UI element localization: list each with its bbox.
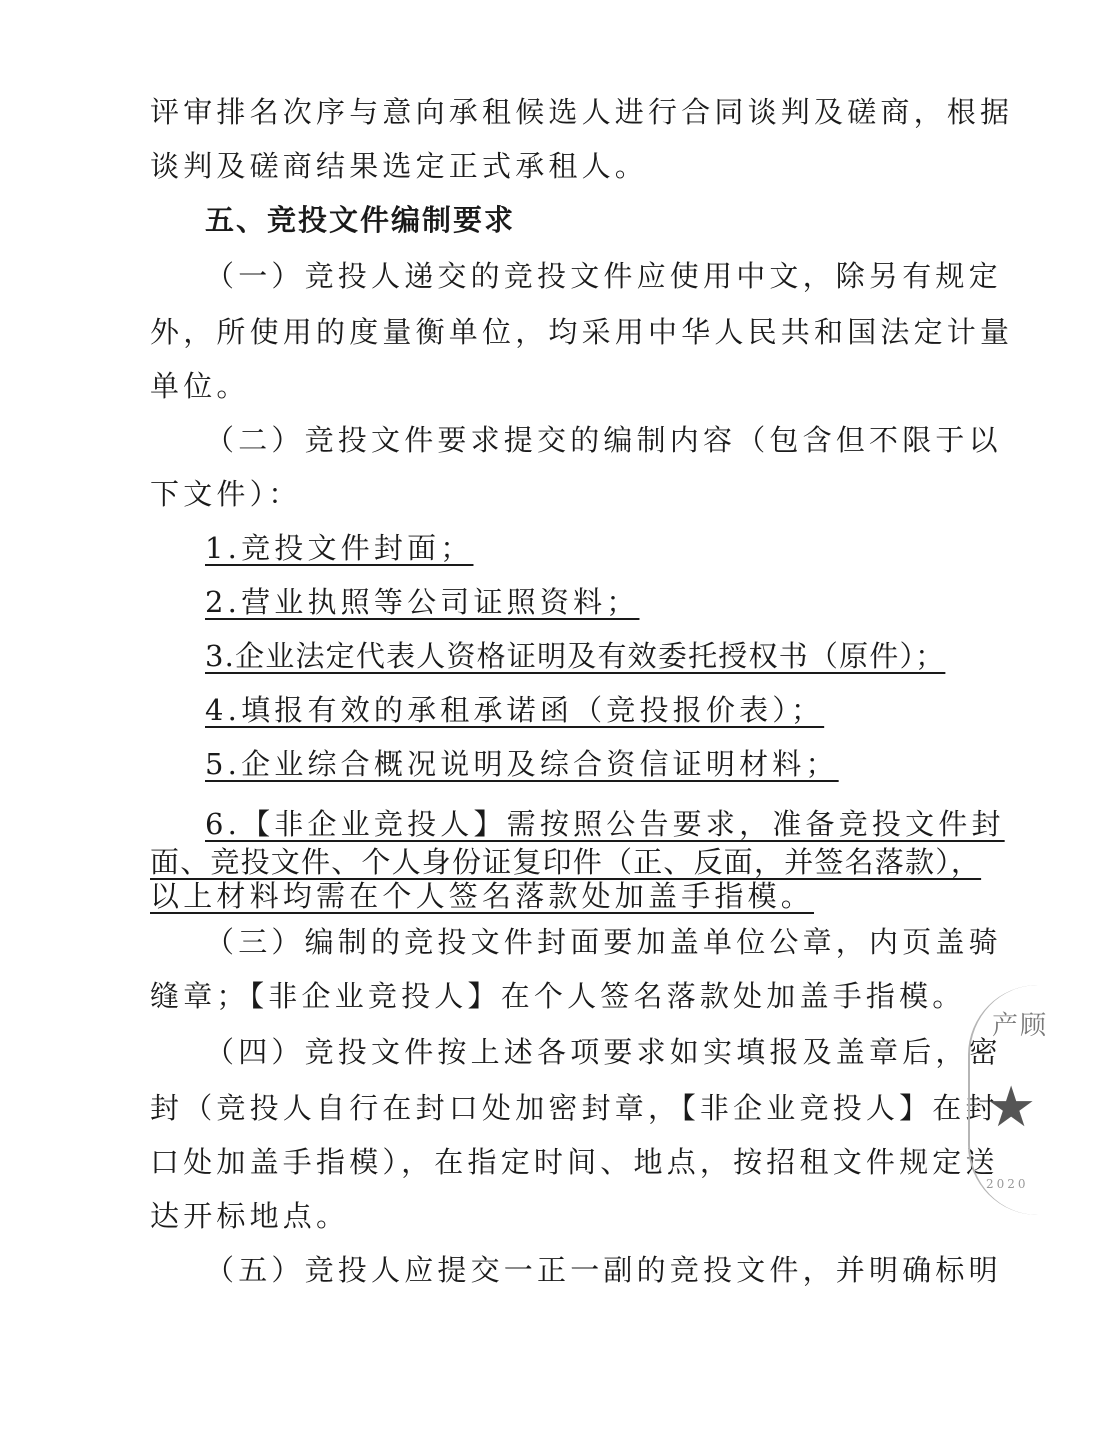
paragraph-line: （四）竞投文件按上述各项要求如实填报及盖章后，密 bbox=[205, 1035, 1002, 1069]
seal-stamp bbox=[968, 985, 1110, 1215]
paragraph-line: 封（竞投人自行在封口处加密封章，【非企业竞投人】在封 bbox=[150, 1091, 999, 1125]
paragraph-line: （三）编制的竞投文件封面要加盖单位公章，内页盖骑 bbox=[205, 925, 1002, 959]
list-item: 3.企业法定代表人资格证明及有效委托授权书（原件）； bbox=[205, 639, 946, 673]
list-item: 1.竞投文件封面； bbox=[205, 531, 474, 565]
list-item: 6.【非企业竞投人】需按照公告要求，准备竞投文件封 bbox=[205, 807, 1005, 841]
stamp-text: 产顾 bbox=[992, 1011, 1049, 1041]
paragraph-line: 评审排名次序与意向承租候选人进行合同谈判及磋商，根据 bbox=[150, 95, 1014, 129]
paragraph-line: 谈判及磋商结果选定正式承租人。 bbox=[150, 149, 649, 183]
paragraph-line: 缝章；【非企业竞投人】在个人签名落款处加盖手指模。 bbox=[150, 979, 966, 1013]
paragraph-line: 外，所使用的度量衡单位，均采用中华人民共和国法定计量 bbox=[150, 315, 1014, 349]
paragraph-line: （五）竞投人应提交一正一副的竞投文件，并明确标明 bbox=[205, 1253, 1002, 1287]
list-item: 2.营业执照等公司证照资料； bbox=[205, 585, 640, 619]
section-heading: 五、竞投文件编制要求 bbox=[205, 203, 516, 237]
paragraph-line: 达开标地点。 bbox=[150, 1199, 350, 1233]
list-item: 以上材料均需在个人签名落款处加盖手指模。 bbox=[150, 879, 815, 913]
list-item: 4.填报有效的承租承诺函（竞投报价表）； bbox=[205, 693, 825, 727]
list-item: 面、竞投文件、个人身份证复印件（正、反面，并签名落款）， bbox=[150, 845, 982, 879]
stamp-number: 2020 bbox=[986, 1177, 1029, 1191]
paragraph-line: （一）竞投人递交的竞投文件应使用中文，除另有规定 bbox=[205, 259, 1002, 293]
paragraph-line: 下文件）： bbox=[150, 477, 302, 511]
paragraph-line: （二）竞投文件要求提交的编制内容（包含但不限于以 bbox=[205, 423, 1002, 457]
paragraph-line: 口处加盖手指模），在指定时间、地点，按招租文件规定送 bbox=[150, 1145, 999, 1179]
list-item: 5.企业综合概况说明及综合资信证明材料； bbox=[205, 747, 839, 781]
star-icon: ★ bbox=[986, 1075, 1037, 1140]
paragraph-line: 单位。 bbox=[150, 369, 250, 403]
